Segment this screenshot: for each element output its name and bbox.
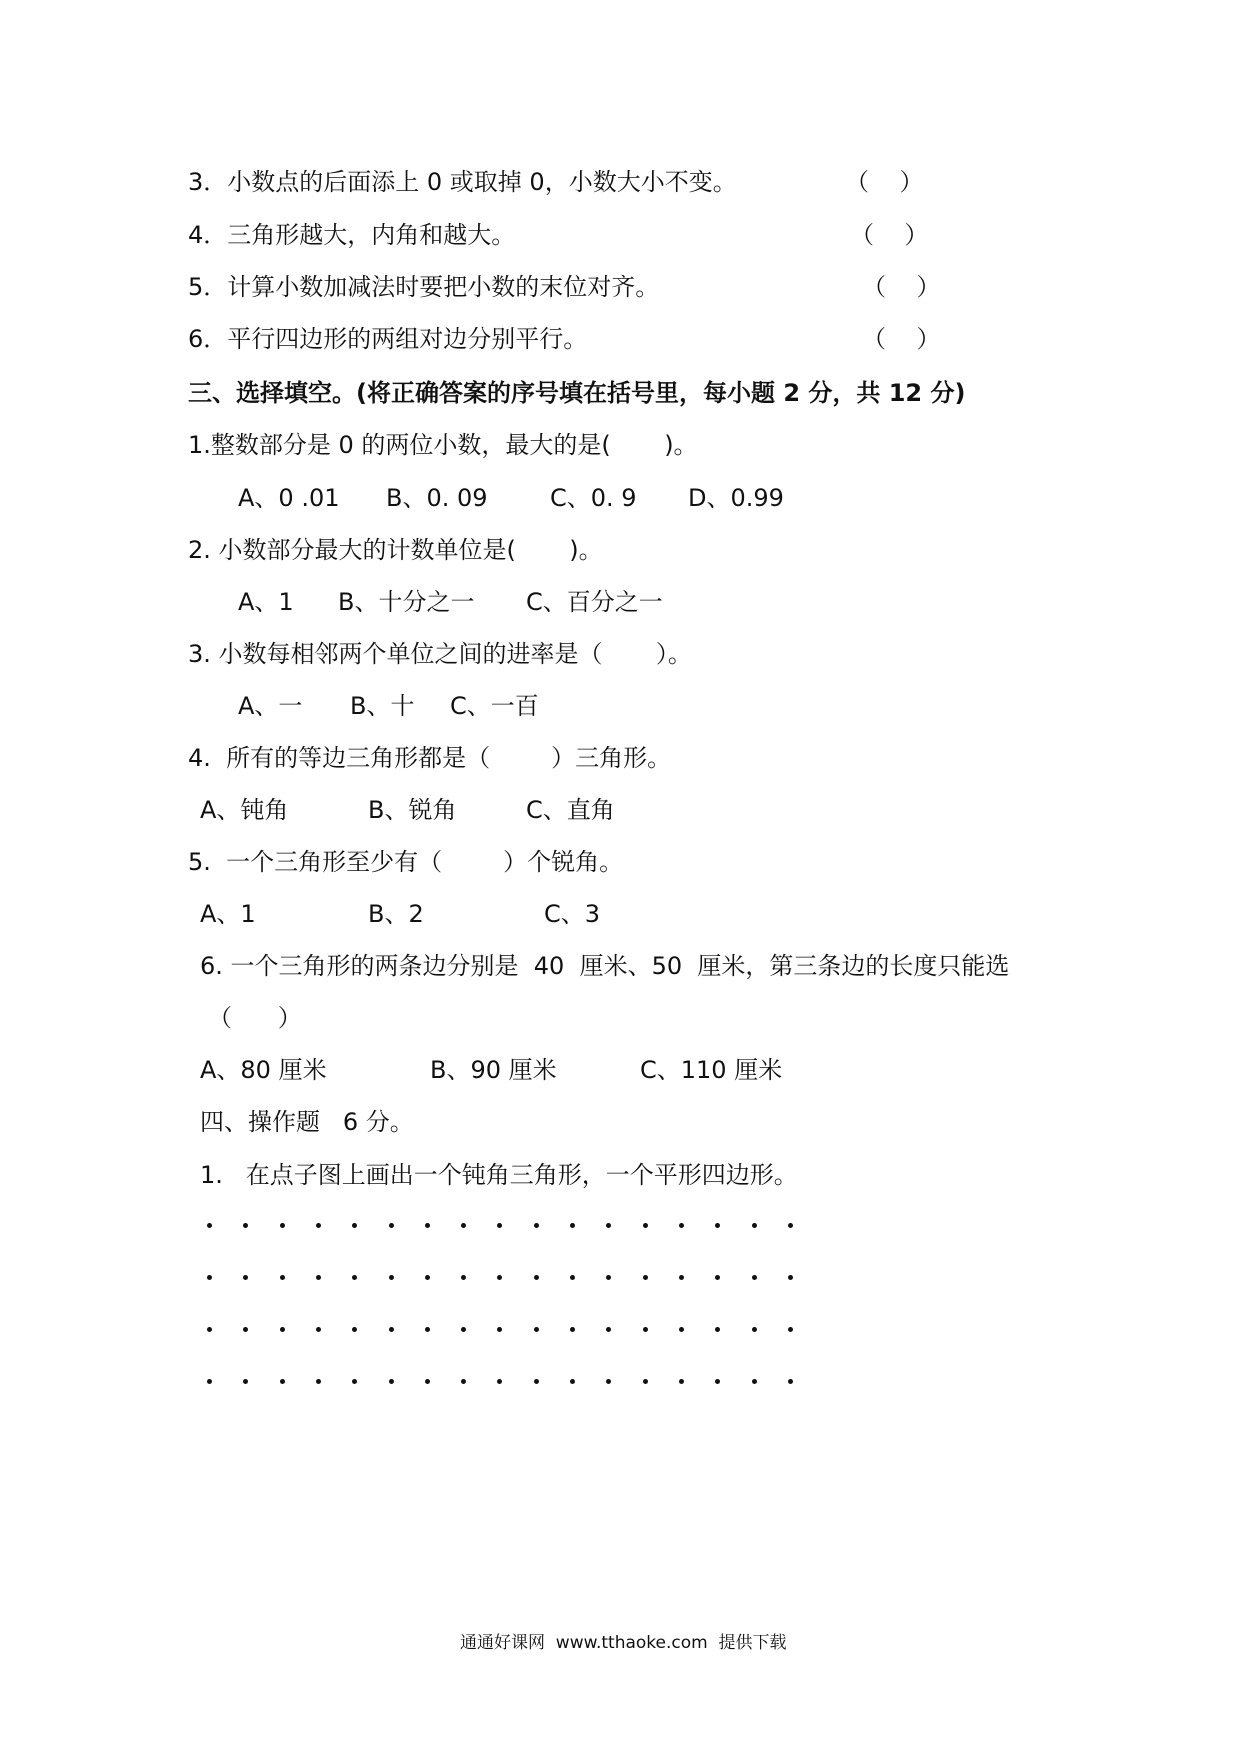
grid-dot[interactable] (788, 1379, 793, 1384)
answer-paren-5[interactable]: （ ） (862, 273, 941, 301)
choice-question-5: 5. 一个三角形至少有（ ）个锐角。 (188, 848, 624, 876)
choice-question-2: 2. 小数部分最大的计数单位是( )。 (188, 536, 603, 564)
grid-dot[interactable] (752, 1223, 757, 1228)
grid-dot[interactable] (316, 1223, 321, 1228)
option-b: B、锐角 (368, 796, 457, 824)
option-c: C、110 厘米 (640, 1056, 783, 1084)
grid-dot[interactable] (389, 1223, 394, 1228)
section3-title: 三、选择填空。(将正确答案的序号填在括号里，每小题 2 分，共 12 分) (188, 379, 966, 407)
grid-dot[interactable] (534, 1327, 539, 1332)
grid-dot[interactable] (497, 1327, 502, 1332)
grid-dot[interactable] (715, 1379, 720, 1384)
operation-question-1: 1. 在点子图上画出一个钝角三角形，一个平形四边形。 (200, 1161, 798, 1189)
grid-dot[interactable] (534, 1379, 539, 1384)
grid-dot[interactable] (788, 1223, 793, 1228)
grid-dot[interactable] (643, 1327, 648, 1332)
option-c: C、百分之一 (526, 588, 663, 616)
grid-dot[interactable] (643, 1379, 648, 1384)
option-a: A、0 .01 (238, 484, 340, 512)
judgement-item-5: 5．计算小数加减法时要把小数的末位对齐。 (188, 273, 660, 301)
grid-dot[interactable] (207, 1379, 212, 1384)
grid-dot[interactable] (280, 1223, 285, 1228)
grid-dot[interactable] (606, 1223, 611, 1228)
grid-dot[interactable] (461, 1327, 466, 1332)
grid-dot[interactable] (207, 1327, 212, 1332)
grid-dot[interactable] (461, 1379, 466, 1384)
grid-dot[interactable] (389, 1327, 394, 1332)
grid-dot[interactable] (643, 1223, 648, 1228)
grid-dot[interactable] (715, 1275, 720, 1280)
option-a: A、1 (238, 588, 294, 616)
grid-dot[interactable] (606, 1275, 611, 1280)
grid-dot[interactable] (752, 1327, 757, 1332)
grid-dot[interactable] (243, 1327, 248, 1332)
choice-question-1: 1.整数部分是 0 的两位小数，最大的是( )。 (188, 431, 698, 459)
grid-dot[interactable] (243, 1275, 248, 1280)
grid-dot[interactable] (389, 1275, 394, 1280)
option-c: C、一百 (450, 692, 539, 720)
grid-dot[interactable] (280, 1275, 285, 1280)
option-a: A、1 (200, 900, 256, 928)
choice-question-4: 4. 所有的等边三角形都是（ ）三角形。 (188, 744, 672, 772)
choice-question-6-paren[interactable]: （ ） (208, 1004, 302, 1032)
option-a: A、钝角 (200, 796, 289, 824)
grid-dot[interactable] (316, 1379, 321, 1384)
answer-paren-6[interactable]: （ ） (862, 325, 941, 353)
option-c: C、直角 (526, 796, 615, 824)
grid-dot[interactable] (243, 1223, 248, 1228)
option-b: B、0. 09 (386, 484, 488, 512)
grid-dot[interactable] (352, 1379, 357, 1384)
grid-dot[interactable] (425, 1379, 430, 1384)
option-a: A、一 (238, 692, 303, 720)
judgement-item-4: 4．三角形越大，内角和越大。 (188, 221, 516, 249)
grid-dot[interactable] (752, 1379, 757, 1384)
grid-dot[interactable] (679, 1327, 684, 1332)
grid-dot[interactable] (534, 1223, 539, 1228)
answer-paren-3[interactable]: （ ） (845, 168, 924, 196)
option-b: B、十分之一 (338, 588, 475, 616)
grid-dot[interactable] (497, 1223, 502, 1228)
grid-dot[interactable] (243, 1379, 248, 1384)
option-b: B、十 (350, 692, 415, 720)
grid-dot[interactable] (643, 1275, 648, 1280)
option-b: B、90 厘米 (430, 1056, 557, 1084)
grid-dot[interactable] (570, 1379, 575, 1384)
answer-paren-4[interactable]: （ ） (850, 221, 929, 249)
grid-dot[interactable] (461, 1223, 466, 1228)
grid-dot[interactable] (715, 1327, 720, 1332)
grid-dot[interactable] (352, 1275, 357, 1280)
grid-dot[interactable] (679, 1223, 684, 1228)
grid-dot[interactable] (752, 1275, 757, 1280)
footer-credit: 通通好课网 www.tthaoke.com 提供下载 (460, 1633, 787, 1653)
option-c: C、0. 9 (550, 484, 637, 512)
grid-dot[interactable] (606, 1379, 611, 1384)
choice-question-6: 6. 一个三角形的两条边分别是 40 厘米、50 厘米，第三条边的长度只能选 (200, 952, 1010, 980)
grid-dot[interactable] (389, 1379, 394, 1384)
grid-dot[interactable] (715, 1223, 720, 1228)
grid-dot[interactable] (207, 1223, 212, 1228)
grid-dot[interactable] (570, 1327, 575, 1332)
grid-dot[interactable] (497, 1275, 502, 1280)
grid-dot[interactable] (425, 1327, 430, 1332)
grid-dot[interactable] (788, 1327, 793, 1332)
section4-title: 四、操作题 6 分。 (200, 1108, 414, 1136)
choice-question-3: 3. 小数每相邻两个单位之间的进率是（ ）。 (188, 640, 692, 668)
grid-dot[interactable] (425, 1223, 430, 1228)
option-d: D、0.99 (688, 484, 784, 512)
grid-dot[interactable] (788, 1275, 793, 1280)
grid-dot[interactable] (280, 1327, 285, 1332)
grid-dot[interactable] (679, 1379, 684, 1384)
grid-dot[interactable] (316, 1275, 321, 1280)
option-b: B、2 (368, 900, 424, 928)
option-a: A、80 厘米 (200, 1056, 327, 1084)
judgement-item-6: 6．平行四边形的两组对边分别平行。 (188, 325, 588, 353)
grid-dot[interactable] (461, 1275, 466, 1280)
grid-dot[interactable] (606, 1327, 611, 1332)
judgement-item-3: 3．小数点的后面添上 0 或取掉 0，小数大小不变。 (188, 168, 737, 196)
grid-dot[interactable] (425, 1275, 430, 1280)
grid-dot[interactable] (280, 1379, 285, 1384)
option-c: C、3 (544, 900, 601, 928)
grid-dot[interactable] (679, 1275, 684, 1280)
grid-dot[interactable] (497, 1379, 502, 1384)
grid-dot[interactable] (316, 1327, 321, 1332)
grid-dot[interactable] (352, 1223, 357, 1228)
grid-dot[interactable] (207, 1275, 212, 1280)
grid-dot[interactable] (534, 1275, 539, 1280)
grid-dot[interactable] (570, 1275, 575, 1280)
grid-dot[interactable] (570, 1223, 575, 1228)
grid-dot[interactable] (352, 1327, 357, 1332)
